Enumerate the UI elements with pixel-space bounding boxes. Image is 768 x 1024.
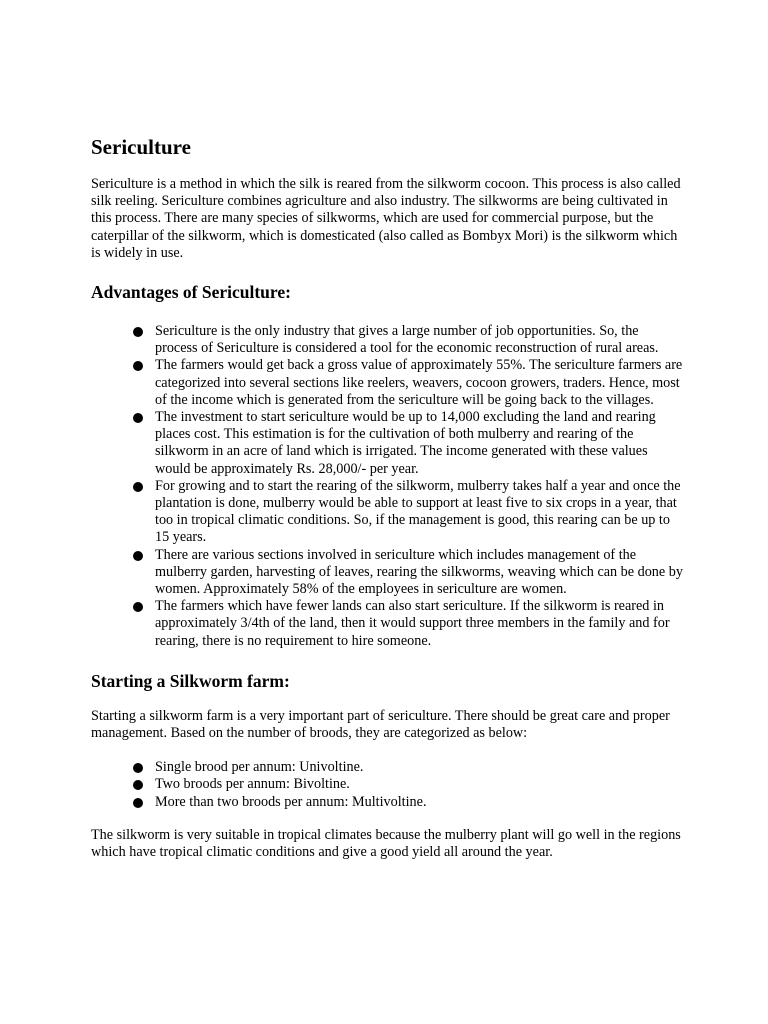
list-item-text: There are various sections involved in sericulture which includes management of the mulberry garden, harvesting of leaves, rearing the silkworms, weaving which can be done by women. Approximately 58% of the employees in sericulture are women. [155,546,683,598]
list-item-text: Two broods per annum: Bivoltine. [155,776,350,793]
list-item-text: The farmers would get back a gross value of approximately 55%. The sericulture farmers are categorized into several sections like reelers, weavers, cocoon growers, traders. Hence, most of the income which is generated from the sericulture will be going back to the villages. [155,357,683,408]
list-item-text: The investment to start sericulture would be up to 14,000 excluding the land and rearing places cost. This estimation is for the cultivation of both mulberry and rearing of the silkworm in an acre of land which is irrigated. The income generated with these values would be approximately Rs. 28,000/- per year. [155,409,656,477]
list-item-text: For growing and to start the rearing of the silkworm, mulberry takes half a year and once the plantation is done, mulberry would be able to support at least five to six crops in a year, that too in tropical climatic conditions. So, if the management is good, this rearing can be up to 15 years. [155,477,681,546]
bullet-icon [133,602,143,612]
document-body [91,134,683,877]
farm-intro-paragraph: Starting a silkworm farm is a very important part of sericulture. There should be great care and proper management. Based on the number of broods, they are categorized as below: [91,707,670,742]
advantages-heading: Advantages of Sericulture: [91,282,291,303]
page-title: Sericulture [91,135,191,159]
list-item-text: The farmers which have fewer lands can also start sericulture. If the silkworm is reared in approximately 3/4th of the land, then it would support three members in the family and for rearing, there is no requirement to hire someone. [155,598,670,649]
intro-paragraph: Sericulture is a method in which the silk is reared from the silkworm cocoon. This process is also called silk reeling. Sericulture combines agriculture and also industry. The silkworms are being cultivated in this process. There are many species of silkworms, which are used for commercial purpose, but the caterpillar of the silkworm, which is domesticated (also called as Bombyx Mori) is the silkworm which is widely in use. [91,176,681,261]
list-item [155,323,683,357]
list-item [155,598,683,650]
list-item [155,794,683,811]
list-item-text: Single brood per annum: Univoltine. [155,759,364,776]
list-item [155,409,683,478]
list-item [155,478,683,547]
bullet-icon [133,413,143,423]
advantages-list [91,323,683,650]
list-item-text: Sericulture is the only industry that gives a large number of job opportunities. So, the process of Sericulture is considered a tool for the economic reconstruction of rural areas. [155,323,659,357]
list-item [155,776,683,793]
bullet-icon [133,780,143,790]
list-item [155,547,683,599]
closing-paragraph: The silkworm is very suitable in tropical climates because the mulberry plant will go well in the regions which have tropical climatic conditions and give a good yield all around the year. [91,826,681,861]
bullet-icon [133,551,143,561]
bullet-icon [133,763,143,773]
list-item [155,759,683,776]
broods-list [91,759,683,811]
bullet-icon [133,327,143,337]
bullet-icon [133,361,143,371]
silkworm-farm-heading: Starting a Silkworm farm: [91,670,290,691]
bullet-icon [133,482,143,492]
list-item-text: More than two broods per annum: Multivoltine. [155,793,427,810]
bullet-icon [133,798,143,808]
list-item [155,357,683,409]
